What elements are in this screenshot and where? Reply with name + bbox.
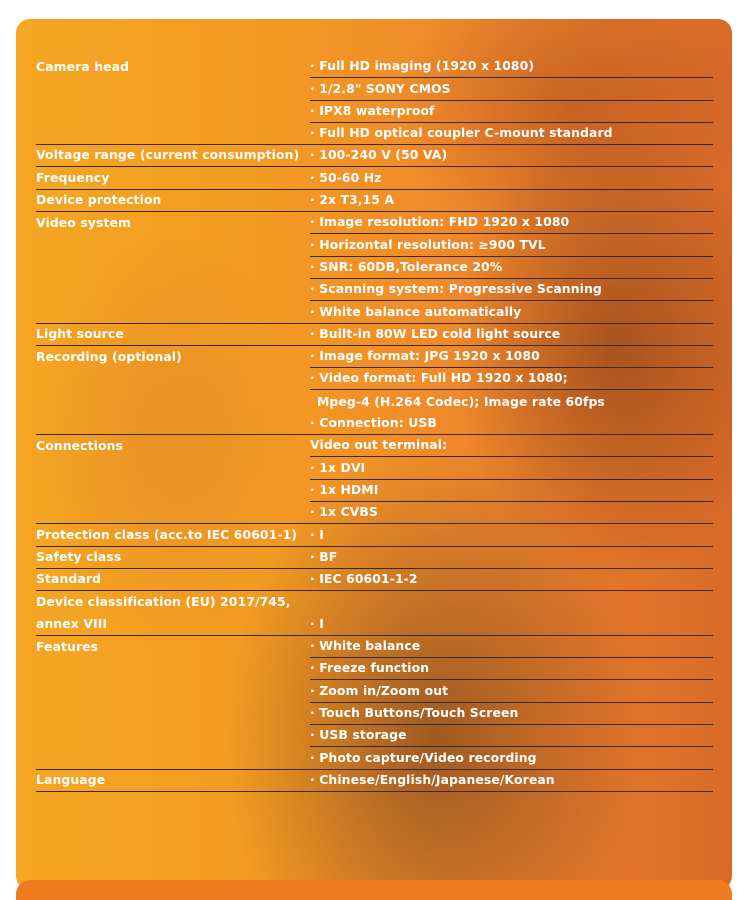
spec-label: Recording (optional) bbox=[36, 349, 182, 365]
spec-value-cell bbox=[310, 144, 713, 167]
spec-value-cell bbox=[310, 189, 713, 212]
spec-label-cell bbox=[36, 746, 310, 769]
spec-value: · IEC 60601-1-2 bbox=[310, 571, 418, 587]
spec-label-cell bbox=[36, 591, 310, 613]
spec-row bbox=[36, 301, 713, 323]
spec-value: · 50-60 Hz bbox=[310, 169, 382, 185]
spec-value: Mpeg-4 (H.264 Codec); Image rate 60fps bbox=[317, 393, 605, 409]
spec-label-cell bbox=[36, 257, 310, 279]
spec-row bbox=[36, 480, 713, 502]
spec-row bbox=[36, 279, 713, 301]
spec-value-cell bbox=[310, 479, 713, 502]
spec-value-cell bbox=[310, 546, 713, 569]
spec-value-cell bbox=[310, 456, 713, 479]
spec-row bbox=[36, 591, 713, 613]
spec-value: · USB storage bbox=[310, 727, 407, 743]
spec-panel bbox=[16, 19, 732, 890]
spec-row bbox=[36, 346, 713, 368]
spec-row bbox=[36, 390, 713, 412]
spec-value-cell bbox=[310, 300, 713, 323]
spec-value: · IPX8 waterproof bbox=[310, 102, 435, 118]
spec-label-cell bbox=[36, 166, 310, 189]
spec-value: · 1x DVI bbox=[310, 459, 366, 475]
spec-label: Camera head bbox=[36, 59, 130, 75]
spec-value-cell bbox=[310, 702, 713, 725]
spec-value: · 100-240 V (50 VA) bbox=[310, 147, 448, 163]
spec-row bbox=[36, 368, 713, 390]
spec-row bbox=[36, 257, 713, 279]
spec-row bbox=[36, 145, 713, 167]
spec-label-cell bbox=[36, 680, 310, 702]
spec-row bbox=[36, 770, 713, 792]
spec-row bbox=[36, 78, 713, 100]
spec-label-cell bbox=[36, 144, 310, 167]
spec-value-cell bbox=[310, 166, 713, 189]
spec-value: · Video format: Full HD 1920 x 1080; bbox=[310, 370, 568, 386]
spec-row bbox=[36, 547, 713, 569]
spec-label: Device protection bbox=[36, 192, 162, 208]
spec-value-cell bbox=[310, 367, 713, 390]
spec-value-cell bbox=[310, 77, 713, 100]
spec-value: · 1x HDMI bbox=[310, 481, 379, 497]
spec-value-cell bbox=[310, 568, 713, 591]
spec-value-cell bbox=[310, 233, 713, 256]
spec-label-cell bbox=[36, 212, 310, 234]
spec-value-cell bbox=[310, 523, 713, 546]
spec-row bbox=[36, 167, 713, 189]
spec-label-cell bbox=[36, 234, 310, 256]
spec-value: · Touch Buttons/Touch Screen bbox=[310, 704, 519, 720]
spec-value: · Freeze function bbox=[310, 660, 430, 676]
spec-value: · Scanning system: Progressive Scanning bbox=[310, 281, 602, 297]
spec-value-cell bbox=[310, 746, 713, 769]
spec-value-cell bbox=[310, 635, 713, 658]
spec-label-cell bbox=[36, 323, 310, 346]
spec-value-cell bbox=[310, 211, 713, 234]
spec-value-cell bbox=[310, 100, 713, 123]
spec-row bbox=[36, 234, 713, 256]
spec-label-cell bbox=[36, 412, 310, 435]
spec-row bbox=[36, 658, 713, 680]
spec-row bbox=[36, 101, 713, 123]
spec-label: Light source bbox=[36, 325, 124, 341]
spec-value: · White balance automatically bbox=[310, 303, 522, 319]
spec-row bbox=[36, 569, 713, 591]
spec-value: · Photo capture/Video recording bbox=[310, 749, 537, 765]
spec-value-cell bbox=[310, 434, 713, 457]
spec-value: · Image resolution: FHD 1920 x 1080 bbox=[310, 214, 570, 230]
spec-label: Connections bbox=[36, 438, 123, 454]
spec-value-cell bbox=[310, 657, 713, 680]
spec-label-cell bbox=[36, 435, 310, 457]
spec-label: annex VIII bbox=[36, 615, 108, 631]
spec-value: · 1x CVBS bbox=[310, 504, 378, 520]
spec-value-cell bbox=[310, 278, 713, 301]
spec-value: · Full HD optical coupler C-mount standard bbox=[310, 125, 613, 141]
spec-label-cell bbox=[36, 480, 310, 502]
spec-value: · White balance bbox=[310, 638, 421, 654]
spec-label-cell bbox=[36, 658, 310, 680]
spec-row bbox=[36, 212, 713, 234]
spec-label-cell bbox=[36, 546, 310, 569]
spec-value: · 2x T3,15 A bbox=[310, 192, 395, 208]
spec-row bbox=[36, 680, 713, 702]
spec-row bbox=[36, 190, 713, 212]
spec-label: Frequency bbox=[36, 169, 110, 185]
spec-label-cell bbox=[36, 300, 310, 323]
spec-label-cell bbox=[36, 122, 310, 145]
spec-label-cell bbox=[36, 101, 310, 123]
spec-label-cell bbox=[36, 523, 310, 546]
spec-label: Safety class bbox=[36, 548, 122, 564]
spec-value-cell bbox=[310, 256, 713, 279]
spec-label-cell bbox=[36, 457, 310, 479]
footer-band bbox=[16, 880, 732, 900]
spec-label-cell bbox=[36, 390, 310, 412]
spec-label: Device classification (EU) 2017/745, bbox=[36, 594, 291, 610]
spec-row bbox=[36, 613, 713, 635]
spec-value-cell bbox=[310, 501, 713, 524]
spec-label-cell bbox=[36, 78, 310, 100]
spec-value: · I bbox=[310, 615, 324, 631]
spec-row bbox=[36, 123, 713, 145]
spec-label-cell bbox=[36, 189, 310, 212]
spec-label-cell bbox=[36, 725, 310, 747]
spec-value: · Full HD imaging (1920 x 1080) bbox=[310, 58, 535, 74]
spec-label-cell bbox=[36, 501, 310, 524]
spec-label-cell bbox=[36, 636, 310, 658]
spec-row bbox=[36, 413, 713, 435]
spec-value-cell bbox=[310, 323, 713, 346]
spec-label-cell bbox=[36, 769, 310, 792]
spec-label: Language bbox=[36, 771, 106, 787]
spec-value: · Zoom in/Zoom out bbox=[310, 682, 449, 698]
spec-row bbox=[36, 636, 713, 658]
spec-label-cell bbox=[36, 279, 310, 301]
spec-value: · Image format: JPG 1920 x 1080 bbox=[310, 348, 540, 364]
spec-label: Video system bbox=[36, 215, 131, 231]
spec-value: · 1/2.8" SONY CMOS bbox=[310, 80, 451, 96]
spec-value-cell bbox=[310, 390, 713, 412]
spec-row bbox=[36, 502, 713, 524]
spec-value-cell bbox=[310, 122, 713, 145]
spec-value-cell bbox=[310, 55, 713, 78]
spec-label-cell bbox=[36, 703, 310, 725]
spec-label: Standard bbox=[36, 571, 102, 587]
spec-row bbox=[36, 524, 713, 546]
spec-value: Video out terminal: bbox=[310, 437, 448, 453]
spec-value-cell bbox=[310, 345, 713, 368]
spec-value: · Horizontal resolution: ≥900 TVL bbox=[310, 236, 546, 252]
spec-value-cell bbox=[310, 412, 713, 435]
spec-value: · SNR: 60DB,Tolerance 20% bbox=[310, 258, 503, 274]
spec-row bbox=[36, 703, 713, 725]
spec-value-cell bbox=[310, 591, 713, 613]
spec-label: Protection class (acc.to IEC 60601-1) bbox=[36, 526, 298, 542]
spec-value-cell bbox=[310, 769, 713, 792]
spec-label-cell bbox=[36, 346, 310, 368]
spec-table bbox=[36, 56, 713, 792]
spec-value-cell bbox=[310, 724, 713, 747]
spec-label: Features bbox=[36, 639, 99, 655]
spec-value: · I bbox=[310, 526, 324, 542]
spec-row bbox=[36, 725, 713, 747]
spec-value: · Connection: USB bbox=[310, 415, 437, 431]
spec-row bbox=[36, 747, 713, 769]
spec-row bbox=[36, 56, 713, 78]
spec-row bbox=[36, 324, 713, 346]
spec-label-cell bbox=[36, 568, 310, 591]
spec-label-cell bbox=[36, 56, 310, 78]
spec-row bbox=[36, 435, 713, 457]
spec-value-cell bbox=[310, 679, 713, 702]
spec-value: · Built-in 80W LED cold light source bbox=[310, 325, 561, 341]
spec-value: · BF bbox=[310, 548, 338, 564]
spec-label-cell bbox=[36, 368, 310, 390]
spec-label: Voltage range (current consumption) bbox=[36, 147, 300, 163]
spec-value: · Chinese/English/Japanese/Korean bbox=[310, 771, 555, 787]
spec-label-cell bbox=[36, 612, 310, 635]
spec-row bbox=[36, 457, 713, 479]
spec-value-cell bbox=[310, 612, 713, 635]
